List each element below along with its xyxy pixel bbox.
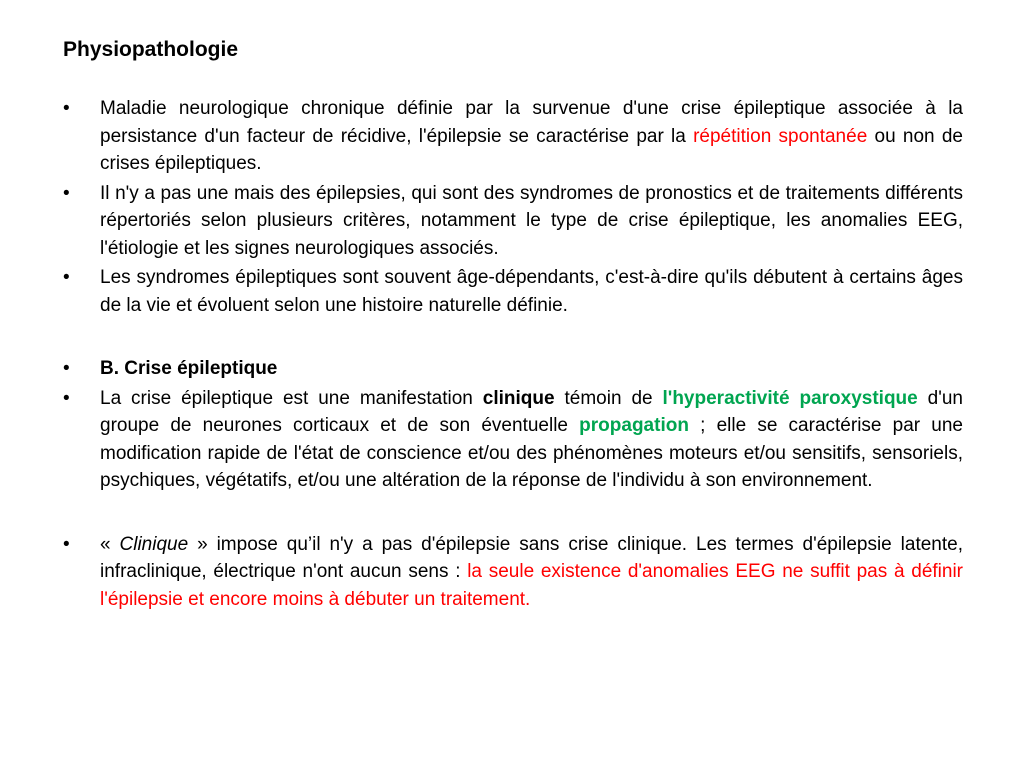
emphasis-text-green: l'hyperactivité paroxystique [662, 387, 918, 409]
bullet-glyph: • [63, 98, 70, 119]
emphasis-text-italic: Clinique [119, 533, 189, 555]
emphasis-text-bold: clinique [482, 387, 555, 409]
bullet-text: » impose qu’il n'y a pas d'épilepsie sans crise clinique. Les termes d'épilepsie latente, infraclinique, électrique n'ont aucun sens : [100, 533, 963, 582]
bullet-glyph: • [63, 358, 70, 379]
bullet-glyph: • [63, 182, 70, 204]
bullet-text: d'un groupe de neurones corticaux et de son éventuelle [100, 387, 963, 436]
bullet-text: Il n'y a pas une mais des épilepsies, qui sont des syndromes de pronostics et de traitements différents répertoriés selon plusieurs critères, notamment le type de crise épileptique, les anomalies EEG, l'étiologie et les signes neurologiques associés. [100, 182, 963, 259]
bullet-item-definition [63, 95, 963, 178]
bullet-glyph: • [63, 267, 70, 288]
section-heading-crise [63, 355, 963, 383]
bullet-text: ; elle se caractérise par une modification rapide de l'état de conscience et/ou des phénomènes moteurs et/ou sensitifs, sensoriels, psychiques, végétatifs, et/ou une altération de la réponse de l'individu à son environnement. [100, 415, 963, 491]
section-heading-text: B. Crise épileptique [100, 358, 278, 379]
bullet-list [63, 95, 963, 613]
emphasis-text-red: la seule existence d'anomalies EEG ne suffit pas à définir l'épilepsie et encore moins à débuter un traitement. [100, 561, 963, 610]
bullet-text: Maladie neurologique chronique définie par la survenue d'une crise épileptique associée à la persistance d'un facteur de récidive, l'épilepsie se caractérise par la [100, 98, 963, 147]
bullet-item-syndromes [63, 264, 963, 319]
bullet-text: témoin de [554, 387, 663, 409]
bullet-item-crise-definition [63, 385, 963, 495]
emphasis-text-green: propagation [579, 415, 689, 436]
bullet-item-epilepsies [63, 180, 963, 263]
emphasis-text-red: répétition spontanée [693, 125, 868, 147]
bullet-text: Les syndromes épileptiques sont souvent âge-dépendants, c'est-à-dire qu'ils débutent à certains âges de la vie et évoluent selon une histoire naturelle définie. [100, 267, 963, 316]
bullet-text: La crise épileptique est une manifestation [100, 387, 483, 409]
bullet-text: ou non de crises épileptiques. [100, 125, 963, 174]
bullet-item-clinique [63, 531, 963, 614]
bullet-text: « [100, 533, 120, 555]
bullet-glyph: • [63, 533, 70, 555]
slide-title: Physiopathologie [63, 38, 239, 61]
bullet-glyph: • [63, 387, 70, 409]
